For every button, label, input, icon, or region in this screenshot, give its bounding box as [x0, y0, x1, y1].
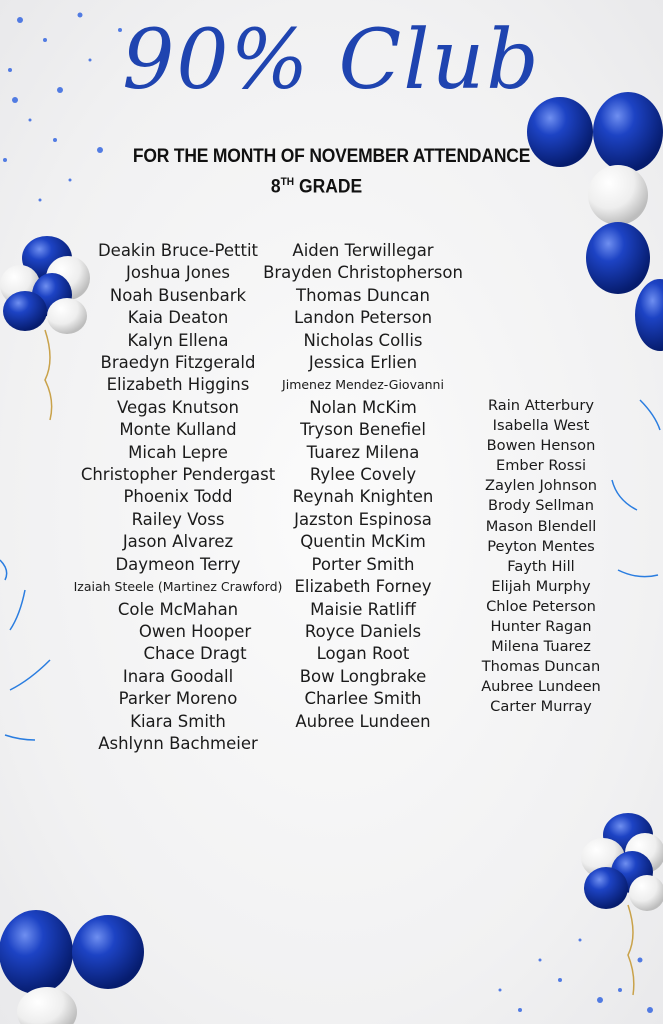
student-name: Cole McMahan: [117, 599, 239, 619]
student-name: Aubree Lundeen: [295, 711, 431, 731]
student-name: Braedyn Fitzgerald: [100, 353, 256, 373]
student-name: Aiden Terwillegar: [292, 241, 434, 260]
grade-suffix: TH: [280, 176, 295, 188]
student-name: Isabella West: [492, 417, 590, 435]
student-name: Carter Murray: [490, 698, 592, 716]
names-column-3: [466, 396, 616, 718]
student-name: Jason Alvarez: [122, 532, 234, 552]
student-name: Porter Smith: [311, 554, 415, 574]
grade-number: 8: [270, 176, 281, 198]
student-name: Aubree Lundeen: [481, 678, 601, 696]
student-name: Thomas Duncan: [481, 658, 601, 676]
student-name: Owen Hooper: [138, 621, 252, 641]
student-name: Vegas Knutson: [117, 397, 239, 417]
student-name: Nolan McKim: [309, 397, 417, 417]
poster-subtitle: FOR THE MONTH OF NOVEMBER ATTENDANCE: [132, 146, 531, 167]
student-name: Quentin McKim: [300, 532, 426, 552]
student-name: Inara Goodall: [122, 666, 234, 686]
student-name: Izaiah Steele (Martinez Crawford): [73, 579, 283, 595]
student-name: Thomas Duncan: [296, 285, 430, 305]
grade-label: [12, 176, 622, 198]
student-name: Peyton Mentes: [487, 537, 595, 555]
student-name: Rain Atterbury: [487, 397, 594, 414]
student-name: Micah Lepre: [128, 442, 228, 462]
student-name: Brody Sellman: [488, 497, 594, 515]
student-name: Kalyn Ellena: [127, 330, 229, 350]
poster-title: 90% Club: [122, 13, 541, 108]
grade-text: GRADE: [298, 176, 363, 198]
names-column-2: [243, 240, 483, 733]
balloons-bottom-right: [581, 813, 663, 995]
balloons-top-right: [527, 92, 663, 351]
student-name: Ember Rossi: [496, 457, 586, 475]
student-name: Mason Blendell: [485, 517, 597, 535]
balloons-bottom-left: [0, 910, 144, 1024]
student-name: Jazston Espinosa: [294, 509, 432, 529]
student-name: Chloe Peterson: [486, 597, 596, 615]
student-name: Royce Daniels: [304, 621, 422, 641]
student-name: Maisie Ratliff: [310, 599, 416, 619]
student-name: Bow Longbrake: [299, 666, 427, 686]
student-name: Zaylen Johnson: [484, 477, 597, 495]
student-name: Logan Root: [316, 644, 410, 664]
student-name: Milena Tuarez: [491, 638, 591, 656]
student-name: Nicholas Collis: [303, 330, 423, 350]
student-name: Tuarez Milena: [306, 442, 420, 462]
student-name: Fayth Hill: [507, 557, 575, 575]
student-name: Reynah Knighten: [292, 487, 434, 507]
student-name: Landon Peterson: [293, 308, 433, 328]
student-name: Hunter Ragan: [490, 618, 592, 636]
student-name: Bowen Henson: [486, 437, 596, 455]
student-name: Tryson Benefiel: [300, 420, 426, 440]
student-name: Joshua Jones: [126, 263, 230, 283]
student-name: Charlee Smith: [304, 689, 422, 709]
student-name: Jessica Erlien: [308, 353, 418, 373]
student-name: Jimenez Mendez-Giovanni: [282, 377, 444, 393]
student-name: Noah Busenbark: [109, 285, 247, 305]
student-name: Elijah Murphy: [491, 577, 591, 595]
student-name: Rylee Covely: [309, 465, 417, 485]
student-name: Elizabeth Higgins: [106, 375, 250, 395]
student-name: Chace Dragt: [143, 644, 247, 664]
student-name: Phoenix Todd: [123, 487, 233, 507]
student-name: Daymeon Terry: [115, 554, 241, 574]
student-name: Elizabeth Forney: [294, 577, 432, 597]
student-name: Christopher Pendergast: [80, 465, 276, 485]
student-name: Deakin Bruce-Pettit: [97, 241, 259, 260]
student-name: Brayden Christopherson: [263, 263, 463, 283]
student-name: Ashlynn Bachmeier: [98, 733, 258, 753]
student-name: Railey Voss: [131, 509, 225, 529]
student-name: Parker Moreno: [118, 689, 238, 709]
student-name: Monte Kulland: [119, 420, 237, 440]
student-name: Kaia Deaton: [127, 308, 229, 328]
student-name: Kiara Smith: [130, 711, 226, 731]
